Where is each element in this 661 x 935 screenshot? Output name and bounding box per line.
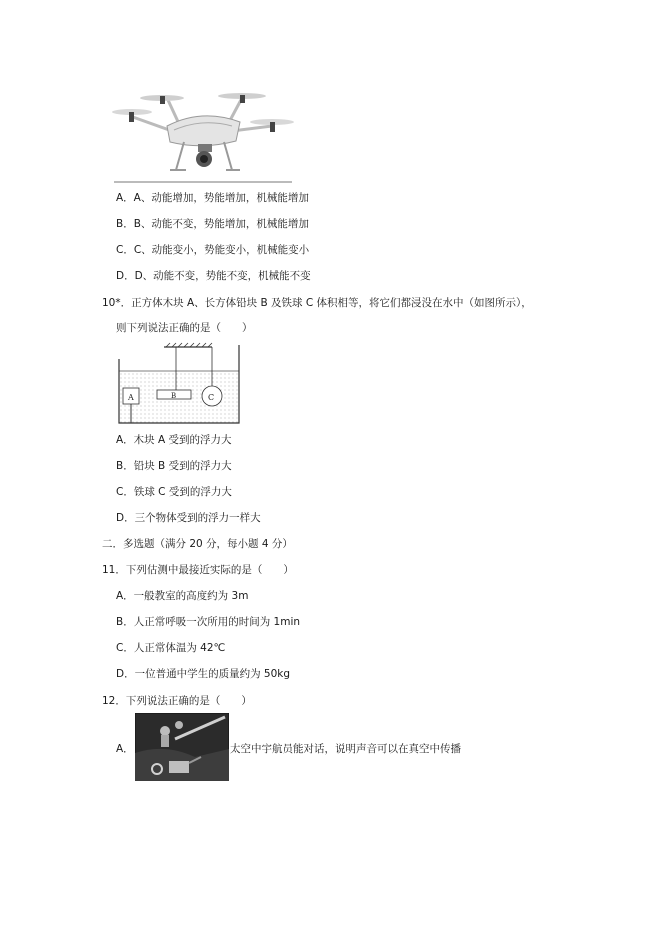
q12-stem: 12．下列说法正确的是（ ） xyxy=(102,695,252,707)
figure-label-a: A xyxy=(128,393,134,402)
section-title: 二．多选题（满分 20 分，每小题 4 分） xyxy=(102,538,293,550)
buoyancy-figure xyxy=(112,341,242,427)
q9-option-b: B．B、动能不变，势能增加，机械能增加 xyxy=(116,218,309,230)
q9-option-d: D．D、动能不变，势能不变，机械能不变 xyxy=(116,270,311,282)
q11-option-b: B．人正常呼吸一次所用的时间为 1min xyxy=(116,616,301,628)
q11-stem: 11．下列估测中最接近实际的是（ ） xyxy=(102,564,294,576)
q11-option-a: A．一般教室的高度约为 3m xyxy=(116,590,249,602)
figure-label-b: B xyxy=(171,392,177,400)
q10-option-d: D．三个物体受到的浮力一样大 xyxy=(116,512,261,524)
q10-option-a: A．木块 A 受到的浮力大 xyxy=(116,434,232,446)
drone-figure xyxy=(112,86,294,184)
q10-stem-line2: 则下列说法正确的是（ ） xyxy=(116,322,253,334)
q9-option-a: A．A、动能增加，势能增加，机械能增加 xyxy=(116,192,309,204)
q10-option-b: B．铅块 B 受到的浮力大 xyxy=(116,460,232,472)
q11-option-d: D．一位普通中学生的质量约为 50kg xyxy=(116,668,291,680)
q12-option-a-text: 太空中宇航员能对话，说明声音可以在真空中传播 xyxy=(230,743,461,755)
q10-option-c: C．铁球 C 受到的浮力大 xyxy=(116,486,232,498)
astronaut-photo xyxy=(135,713,229,781)
q9-option-c: C．C、动能变小，势能变小，机械能变小 xyxy=(116,244,310,256)
figure-label-c: C xyxy=(208,393,215,402)
q12-option-a-letter: A． xyxy=(116,743,134,755)
q11-option-c: C．人正常体温为 42℃ xyxy=(116,642,226,654)
q10-stem-line1: 10*．正方体木块 A、长方体铅块 B 及铁球 C 体积相等，将它们都浸没在水中（如图所示）， xyxy=(102,297,532,309)
